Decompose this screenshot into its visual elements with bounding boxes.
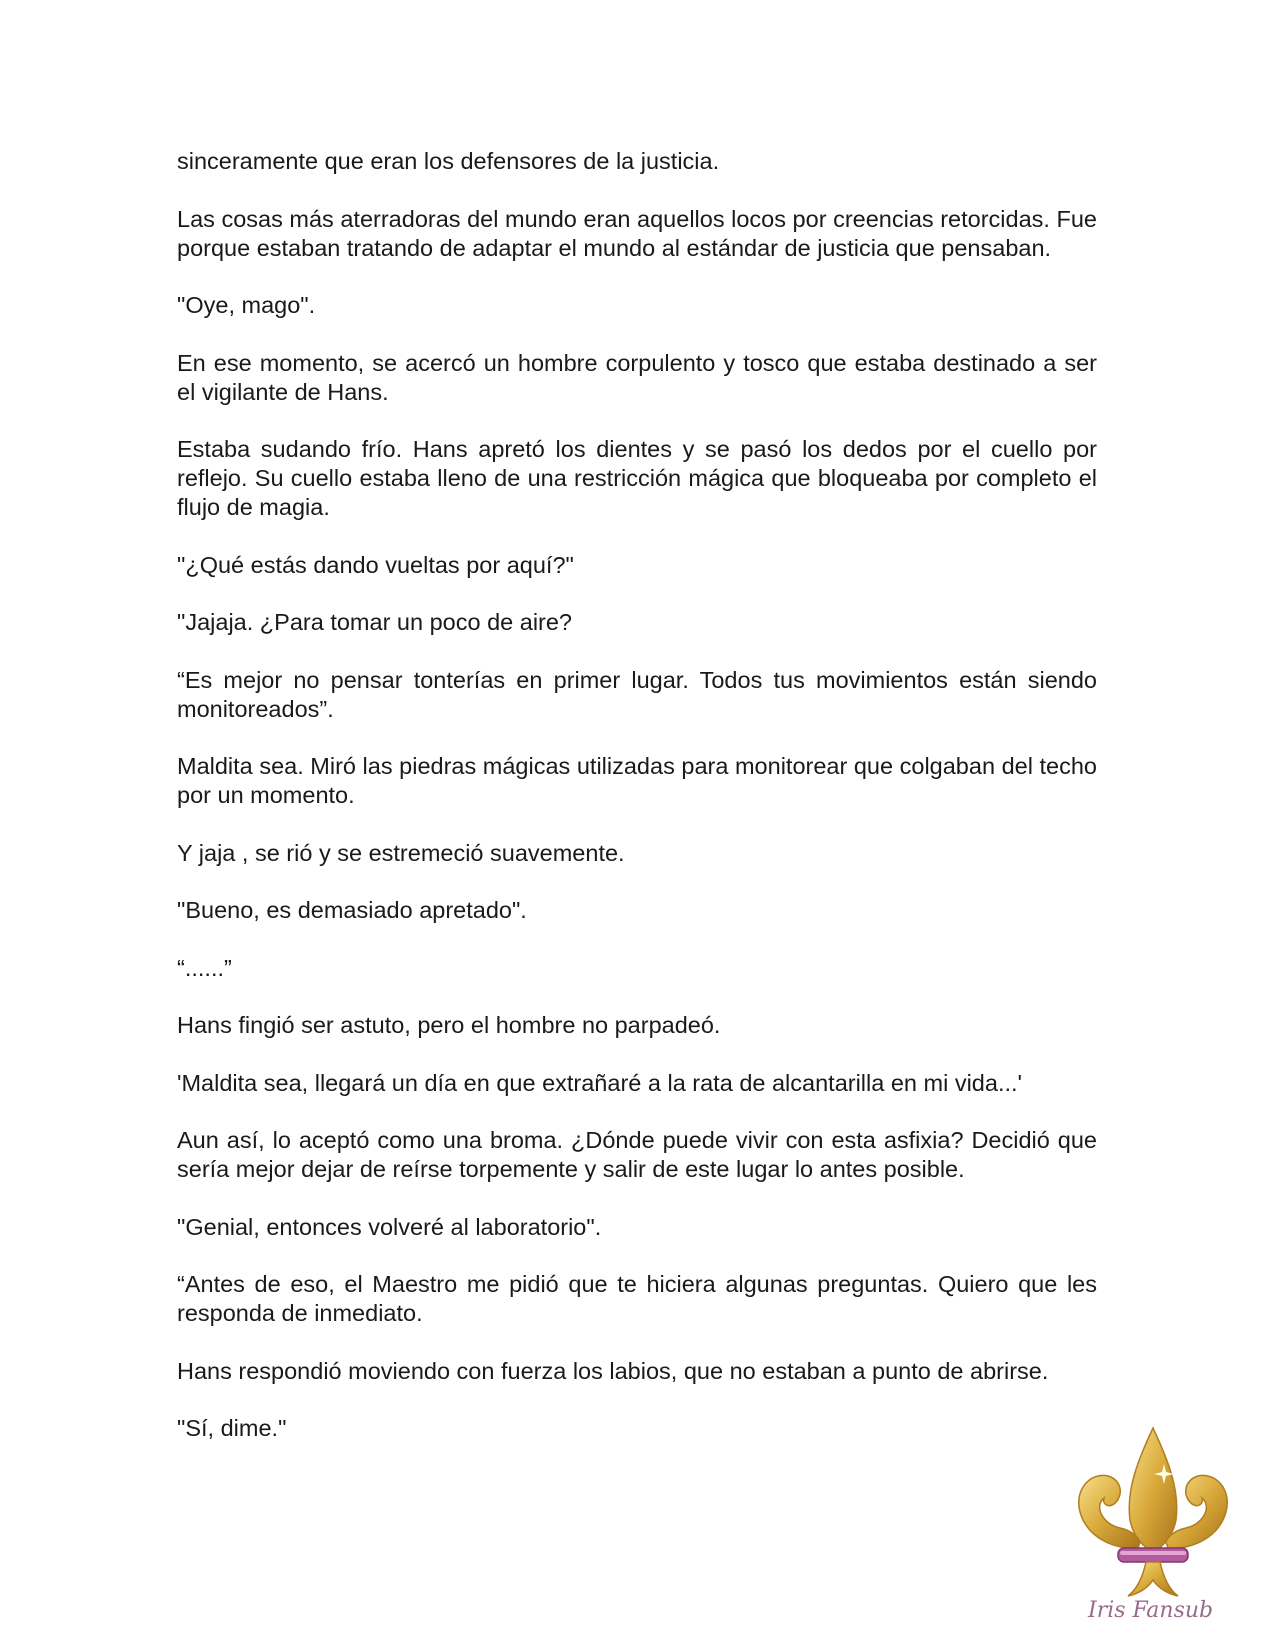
paragraph: “Es mejor no pensar tonterías en primer lugar. Todos tus movimientos están siendo monitoreados”. <box>177 666 1097 722</box>
paragraph: En ese momento, se acercó un hombre corpulento y tosco que estaba destinado a ser el vigilante de Hans. <box>177 349 1097 405</box>
paragraph: Maldita sea. Miró las piedras mágicas utilizadas para monitorear que colgaban del techo por un momento. <box>177 753 1097 808</box>
paragraph: “Antes de eso, el Maestro me pidió que te hiciera algunas preguntas. Quiero que les responda de inmediato. <box>177 1271 1097 1326</box>
paragraph: "Sí, dime." <box>177 1415 287 1441</box>
paragraph: Hans respondió moviendo con fuerza los labios, que no estaban a punto de abrirse. <box>177 1357 1049 1384</box>
paragraph: "Genial, entonces volveré al laboratorio". <box>177 1213 602 1240</box>
body-text <box>177 147 1097 1472</box>
paragraph: Estaba sudando frío. Hans apretó los dientes y se pasó los dedos por el cuello por reflejo. Su cuello estaba lleno de una restricción mágica que bloqueaba por completo el flujo de magia. <box>177 436 1097 520</box>
watermark-text: Iris Fansub <box>1088 1598 1214 1623</box>
paragraph: 'Maldita sea, llegará un día en que extrañaré a la rata de alcantarilla en mi vida...' <box>177 1069 1023 1096</box>
paragraph: “......” <box>177 954 232 981</box>
paragraph: Hans fingió ser astuto, pero el hombre no parpadeó. <box>177 1012 721 1038</box>
paragraph: "Bueno, es demasiado apretado". <box>177 897 527 923</box>
paragraph: Aun así, lo aceptó como una broma. ¿Dónde puede vivir con esta asfixia? Decidió que sería mejor dejar de reírse torpemente y salir de este lugar lo antes posible. <box>177 1127 1097 1182</box>
paragraph: Las cosas más aterradoras del mundo eran aquellos locos por creencias retorcidas. Fue porque estaban tratando de adaptar el mundo al estándar de justicia que pensaban. <box>177 205 1097 261</box>
paragraph: "¿Qué estás dando vueltas por aquí?" <box>177 551 574 578</box>
paragraph: Y jaja , se rió y se estremeció suavemente. <box>177 839 625 866</box>
paragraph: "Jajaja. ¿Para tomar un poco de aire? <box>177 609 573 635</box>
paragraph: sinceramente que eran los defensores de la justicia. <box>177 148 720 174</box>
paragraph: "Oye, mago". <box>177 292 316 318</box>
